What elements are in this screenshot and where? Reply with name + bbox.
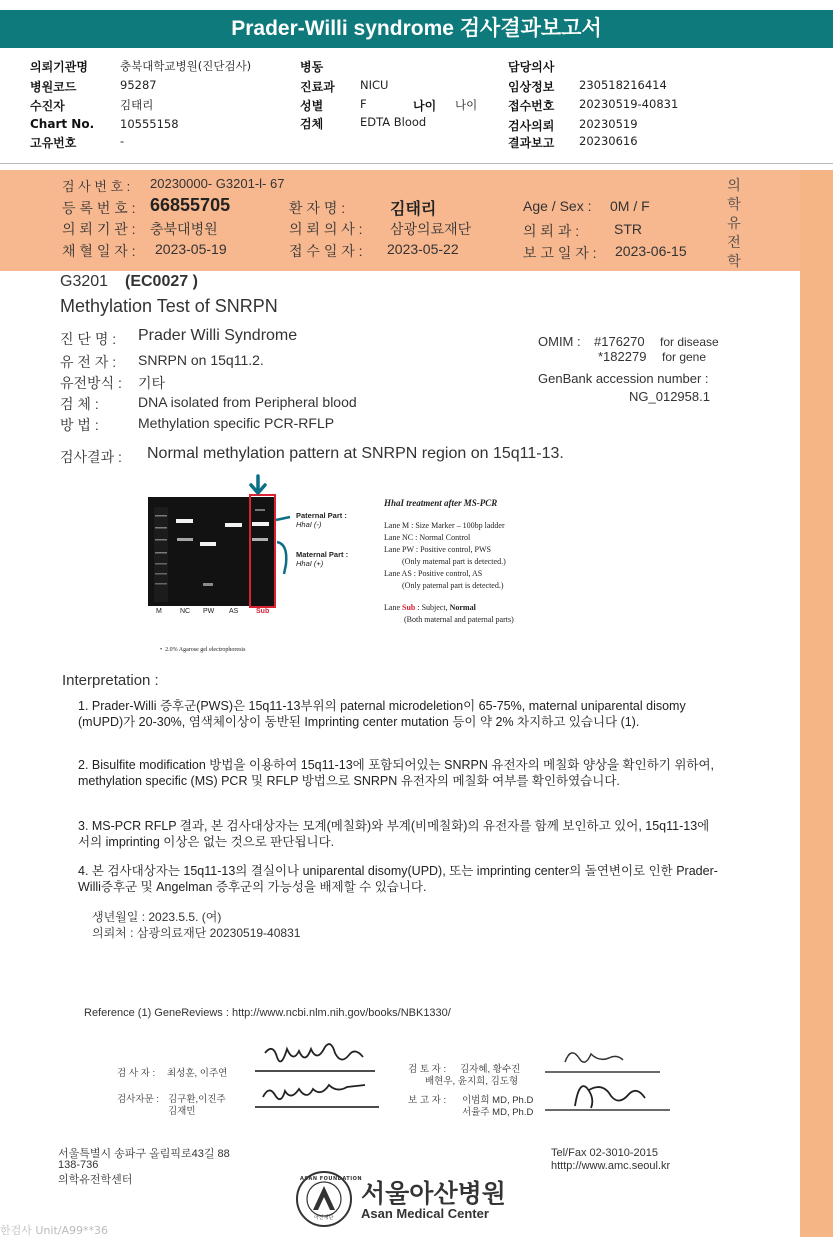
interpretation-heading: Interpretation : [62,672,159,689]
patient-name: 김태리 [390,201,437,218]
req-doc: 삼광의료재단 [390,221,472,237]
right-margin-band [800,170,833,1237]
hospital-name-en: Asan Medical Center [361,1206,489,1221]
reporter: 서율주 MD, Ph.D [462,1107,534,1118]
telfax: Tel/Fax 02-3010-2015 [551,1147,659,1159]
gel-legend-line: Lane M : Size Marker – 100bp ladder [384,521,505,530]
header-value: 20230519 [579,117,638,131]
header-value: 230518216414 [579,78,667,92]
req-inst-label: 의 뢰 기 관 : [62,221,136,237]
logo-ring-top: ASAN FOUNDATION [300,1176,363,1182]
header-label: Chart No. [30,117,95,131]
gel-legend-line: Lane NC : Normal Control [384,533,471,542]
genbank-label: GenBank accession number : [538,371,709,386]
specimen: DNA isolated from Peripheral blood [138,394,357,410]
report-title: Prader-Willi syndrome 검사결과보고서 [0,10,833,48]
method-label: 방 법 : [60,417,99,433]
dob: 생년월일 : 2023.5.5. (여) [92,910,222,924]
age-sex: 0M / F [610,198,650,214]
gene-label: 유 전 자 : [60,354,117,370]
header-label: 병원코드 [30,80,77,94]
examiner-label: 검 사 자 : [117,1068,156,1079]
omim-gene: *182279 [598,349,647,364]
omim-gene-for: for gene [662,350,707,364]
report-date: 2023-06-15 [615,243,687,259]
req-dept: STR [614,221,642,237]
dx-label: 진 단 명 : [60,331,117,347]
lane-label: NC [180,608,191,615]
header-value: - [120,134,125,148]
signature-reporter [545,1040,675,1120]
header-value: 10555158 [120,117,179,131]
reporter-label: 보 고 자 : [408,1095,447,1106]
maternal-label: Maternal Part : [296,550,349,559]
lane-label: AS [229,608,239,615]
inherit-label: 유전방식 : [60,375,122,391]
test-name: Methylation Test of SNRPN [60,296,278,316]
bracket-arrows-icon [274,512,296,576]
specimen-label: 검 체 : [60,396,99,412]
header-value: 나이 [455,98,478,112]
paternal-enzyme: HhaI (-) [296,520,322,529]
report-date-label: 보 고 일 자 : [523,245,597,261]
age-sex-label: Age / Sex : [523,198,592,214]
website: htttp://www.amc.seoul.kr [551,1160,671,1172]
gel-legend-line: (Only maternal part is detected.) [402,557,506,566]
gene: SNRPN on 15q11.2. [138,352,264,368]
reviewer: 김자혜, 황수진 [460,1064,521,1075]
lane-label: PW [203,608,215,615]
address-line: 의학유전학센터 [58,1174,133,1186]
gel-legend-sub-note: (Both maternal and paternal parts) [404,615,514,624]
gel-legend-sub-prefix: Lane [384,603,400,612]
patient-label: 환 자 명 : [289,200,346,216]
req-doc-label: 의 뢰 의 사 : [289,221,363,237]
address-line: 138-736 [58,1159,99,1171]
header-value: F [360,97,367,111]
header-label: 수진자 [30,99,65,113]
interpretation-paragraph: 2. Bisulfite modification 방법을 이용하여 15q11-13에 포함되어있는 SNRPN 유전자의 메칠화 양상을 확인하기 위하여, methylation specific (MS) PCR 및 RFLP 방법으로 SNRPN 유전자의 메칠화 여부를 확인하였습니다. [78,758,715,788]
reg-no-label: 등 록 번 호 : [62,200,136,216]
paternal-label: Paternal Part : [296,511,347,520]
address-line: 서울특별시 송파구 올림픽로43길 88 [58,1148,230,1160]
gel-legend-line: Lane PW : Positive control, PWS [384,545,491,554]
omim-disease: #176270 [594,334,645,349]
result-label: 검사결과 : [60,449,122,465]
header-label: 고유번호 [30,136,77,150]
header-label: 임상정보 [508,80,555,94]
logo-ring-bottom: 아산재단 [314,1215,334,1221]
reg-no: 66855705 [150,195,231,215]
advisor: 김재민 [168,1106,196,1117]
interpretation-paragraph: 4. 본 검사대상자는 15q11-13의 결실이나 uniparental disomy(UPD), 또는 imprinting center의 돌연변이로 인한 Prader-Willi증후군 및 Angelman 증후군의 가능성을 배제할 수 있습니다. [78,864,718,894]
examiner: 최성훈, 이주연 [167,1068,228,1079]
header-value: 충북대학교병원(진단검사) [120,59,252,73]
draw-date: 2023-05-19 [155,241,227,257]
gel-legend-line: Lane AS : Positive control, AS [384,569,483,578]
header-label: 검사의뢰 [508,119,555,133]
header-label: 담당의사 [508,60,555,74]
requester: 의뢰처 : 삼광의료재단 20230519-40831 [92,926,301,940]
advisor-label: 검사자문 : [117,1094,159,1105]
omim-disease-for: for disease [660,335,719,349]
method: Methylation specific PCR-RFLP [138,415,335,431]
req-inst: 충북대병원 [150,221,218,237]
interpretation-paragraph: 1. Prader-Willi 증후군(PWS)은 15q11-13부위의 paternal microdeletion이 65-75%, maternal uniparental disomy (mUPD)가 20-30%, 염색체이상이 동반된 Imprinting center mutation 등이 약 2% 차지하고 있습니다 (1). [78,699,686,729]
gel-footnote-text: 2.0% Agarose gel electrophoresis [165,647,246,653]
header-value: NICU [360,78,389,92]
header-label: 성별 [300,99,324,113]
hospital-name-ko: 서울아산병원 [361,1180,506,1208]
header-value: 20230519-40831 [579,97,679,111]
maternal-enzyme: HhaI (+) [296,559,324,568]
dx: Prader Willi Syndrome [138,327,298,344]
header-value: 김태리 [120,98,154,112]
header-label: 접수번호 [508,99,555,113]
omim-label: OMIM : [538,334,581,349]
exam-no-label: 검 사 번 호 : [62,179,131,194]
down-arrow-icon [248,474,268,498]
gel-legend-line: (Only paternal part is detected.) [402,581,504,590]
cutoff-footer-text: 한검사 Unit/A99**36 [0,1224,108,1237]
gel-legend-sub-rest: : Subject, [417,603,448,612]
subject-lane-highlight [249,494,276,608]
reference: Reference (1) GeneReviews : http://www.ncbi.nlm.nih.gov/books/NBK1330/ [84,1007,451,1019]
draw-date-label: 채 혈 일 자 : [62,243,136,259]
exam-no: 20230000- G3201-l- 67 [150,176,285,191]
reviewer-label: 검 토 자 : [408,1064,447,1075]
lane-label-subject: Sub [256,608,270,615]
test-code: G3201 [60,273,109,290]
gel-legend-sub-bold: Normal [449,603,476,612]
header-label: 의뢰기관명 [30,60,88,74]
header-label: 검체 [300,117,324,131]
inherit: 기타 [138,375,166,391]
advisor: 김구환,이진주 [168,1094,226,1105]
divider [0,163,833,164]
recv-date-label: 접 수 일 자 : [289,243,363,259]
interpretation-paragraph: 3. MS-PCR RFLP 결과, 본 검사대상자는 모계(메칠화)와 부계(비메칠화)의 유전자를 함께 보인하고 있어, 15q11-13에서의 imprinting 이상은 없는 것으로 판단됩니다. [78,819,710,849]
header-label: 나이 [413,99,437,113]
dept-vertical-label: 의학유전학 [727,177,741,269]
gel-legend-sub [384,603,476,612]
signature-examiner [255,1035,385,1115]
header-label: 진료과 [300,80,335,94]
gel-footnote: • 2.0% Agarose gel electrophoresis [160,647,246,653]
header-value: 95287 [120,78,157,92]
reporter: 이범희 MD, Ph.D [462,1095,534,1106]
result: Normal methylation pattern at SNRPN region on 15q11-13. [147,445,564,462]
header-label: 결과보고 [508,136,555,150]
recv-date: 2023-05-22 [387,241,459,257]
gel-legend-sub-name: Sub [402,603,416,612]
req-dept-label: 의 뢰 과 : [523,223,580,239]
reviewer: 배현우, 윤지희, 김도형 [425,1076,519,1087]
test-code-sub: (EC0027 ) [125,273,198,290]
header-value: EDTA Blood [360,115,427,129]
lane-label: M [156,608,162,615]
genbank: NG_012958.1 [629,389,710,404]
header-label: 병동 [300,60,324,74]
gel-legend-title: HhaI treatment after MS-PCR [384,498,498,508]
header-value: 20230616 [579,134,638,148]
